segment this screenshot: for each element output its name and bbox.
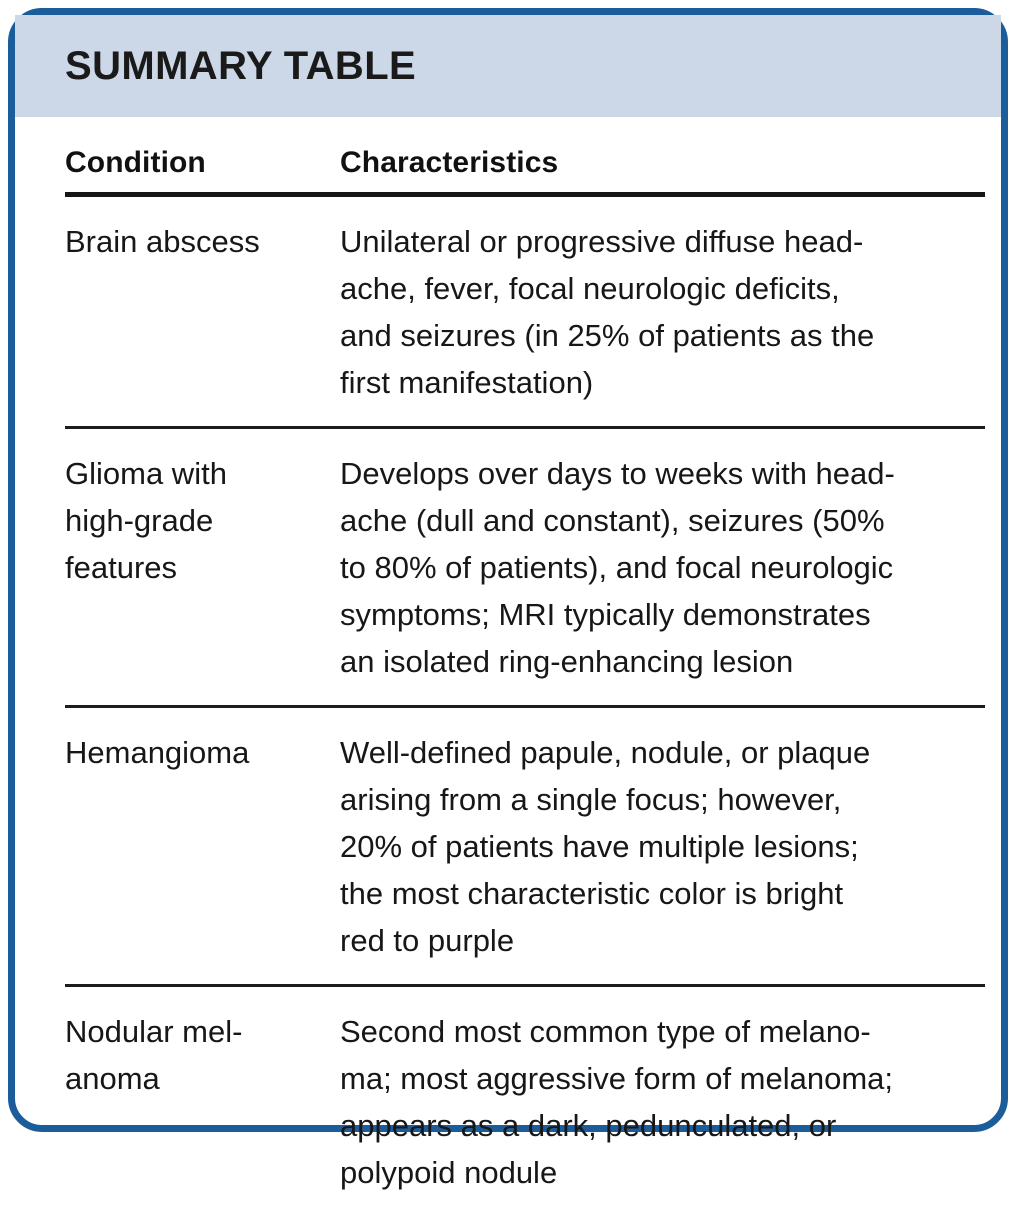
characteristics-line: to 80% of patients), and focal neurologic bbox=[340, 550, 894, 585]
characteristics-line: Second most common type of melano- bbox=[340, 1014, 871, 1049]
condition-line: Nodular mel- bbox=[65, 1014, 243, 1049]
characteristics-line: arising from a single focus; however, bbox=[340, 782, 842, 817]
condition-line: Glioma with bbox=[65, 456, 227, 491]
characteristics-line: 20% of patients have multiple lesions; bbox=[340, 829, 859, 864]
cell-characteristics bbox=[340, 450, 961, 685]
characteristics-line: symptoms; MRI typically demonstrates bbox=[340, 597, 871, 632]
condition-line: anoma bbox=[65, 1061, 160, 1096]
characteristics-line: Unilateral or progressive diffuse head- bbox=[340, 224, 864, 259]
condition-line: features bbox=[65, 550, 178, 585]
characteristics-line: polypoid nodule bbox=[340, 1155, 558, 1190]
characteristics-line: appears as a dark, pedunculated, or bbox=[340, 1108, 837, 1143]
cell-characteristics bbox=[340, 1008, 961, 1196]
card-header-band bbox=[15, 15, 1001, 117]
column-header-condition: Condition bbox=[65, 146, 206, 179]
characteristics-line: ma; most aggressive form of melanoma; bbox=[340, 1061, 894, 1096]
summary-table-card bbox=[8, 8, 1008, 1190]
characteristics-line: ache (dull and constant), seizures (50% bbox=[340, 503, 885, 538]
condition-line: Hemangioma bbox=[65, 735, 250, 770]
characteristics-line: Develops over days to weeks with head- bbox=[340, 456, 895, 491]
condition-line: high-grade bbox=[65, 503, 214, 538]
characteristics-line: an isolated ring-enhancing lesion bbox=[340, 644, 794, 679]
characteristics-line: red to purple bbox=[340, 923, 515, 958]
table-row bbox=[65, 987, 961, 1216]
characteristics-line: and seizures (in 25% of patients as the bbox=[340, 318, 875, 353]
characteristics-line: Well-defined papule, nodule, or plaque bbox=[340, 735, 871, 770]
cell-condition bbox=[65, 450, 340, 591]
table-column-header-row bbox=[65, 117, 961, 192]
characteristics-line: first manifestation) bbox=[340, 365, 594, 400]
summary-table bbox=[15, 117, 1001, 1216]
table-row bbox=[65, 708, 961, 984]
page-title: SUMMARY TABLE bbox=[65, 43, 417, 88]
condition-line: Brain abscess bbox=[65, 224, 260, 259]
column-header-characteristics: Characteristics bbox=[340, 146, 559, 179]
characteristics-line: ache, fever, focal neurologic deficits, bbox=[340, 271, 840, 306]
cell-characteristics bbox=[340, 729, 961, 964]
cell-condition bbox=[65, 218, 340, 265]
cell-condition bbox=[65, 729, 340, 776]
characteristics-line: the most characteristic color is bright bbox=[340, 876, 844, 911]
cell-characteristics bbox=[340, 218, 961, 406]
table-row bbox=[65, 197, 961, 426]
table-row bbox=[65, 429, 961, 705]
cell-condition bbox=[65, 1008, 340, 1102]
